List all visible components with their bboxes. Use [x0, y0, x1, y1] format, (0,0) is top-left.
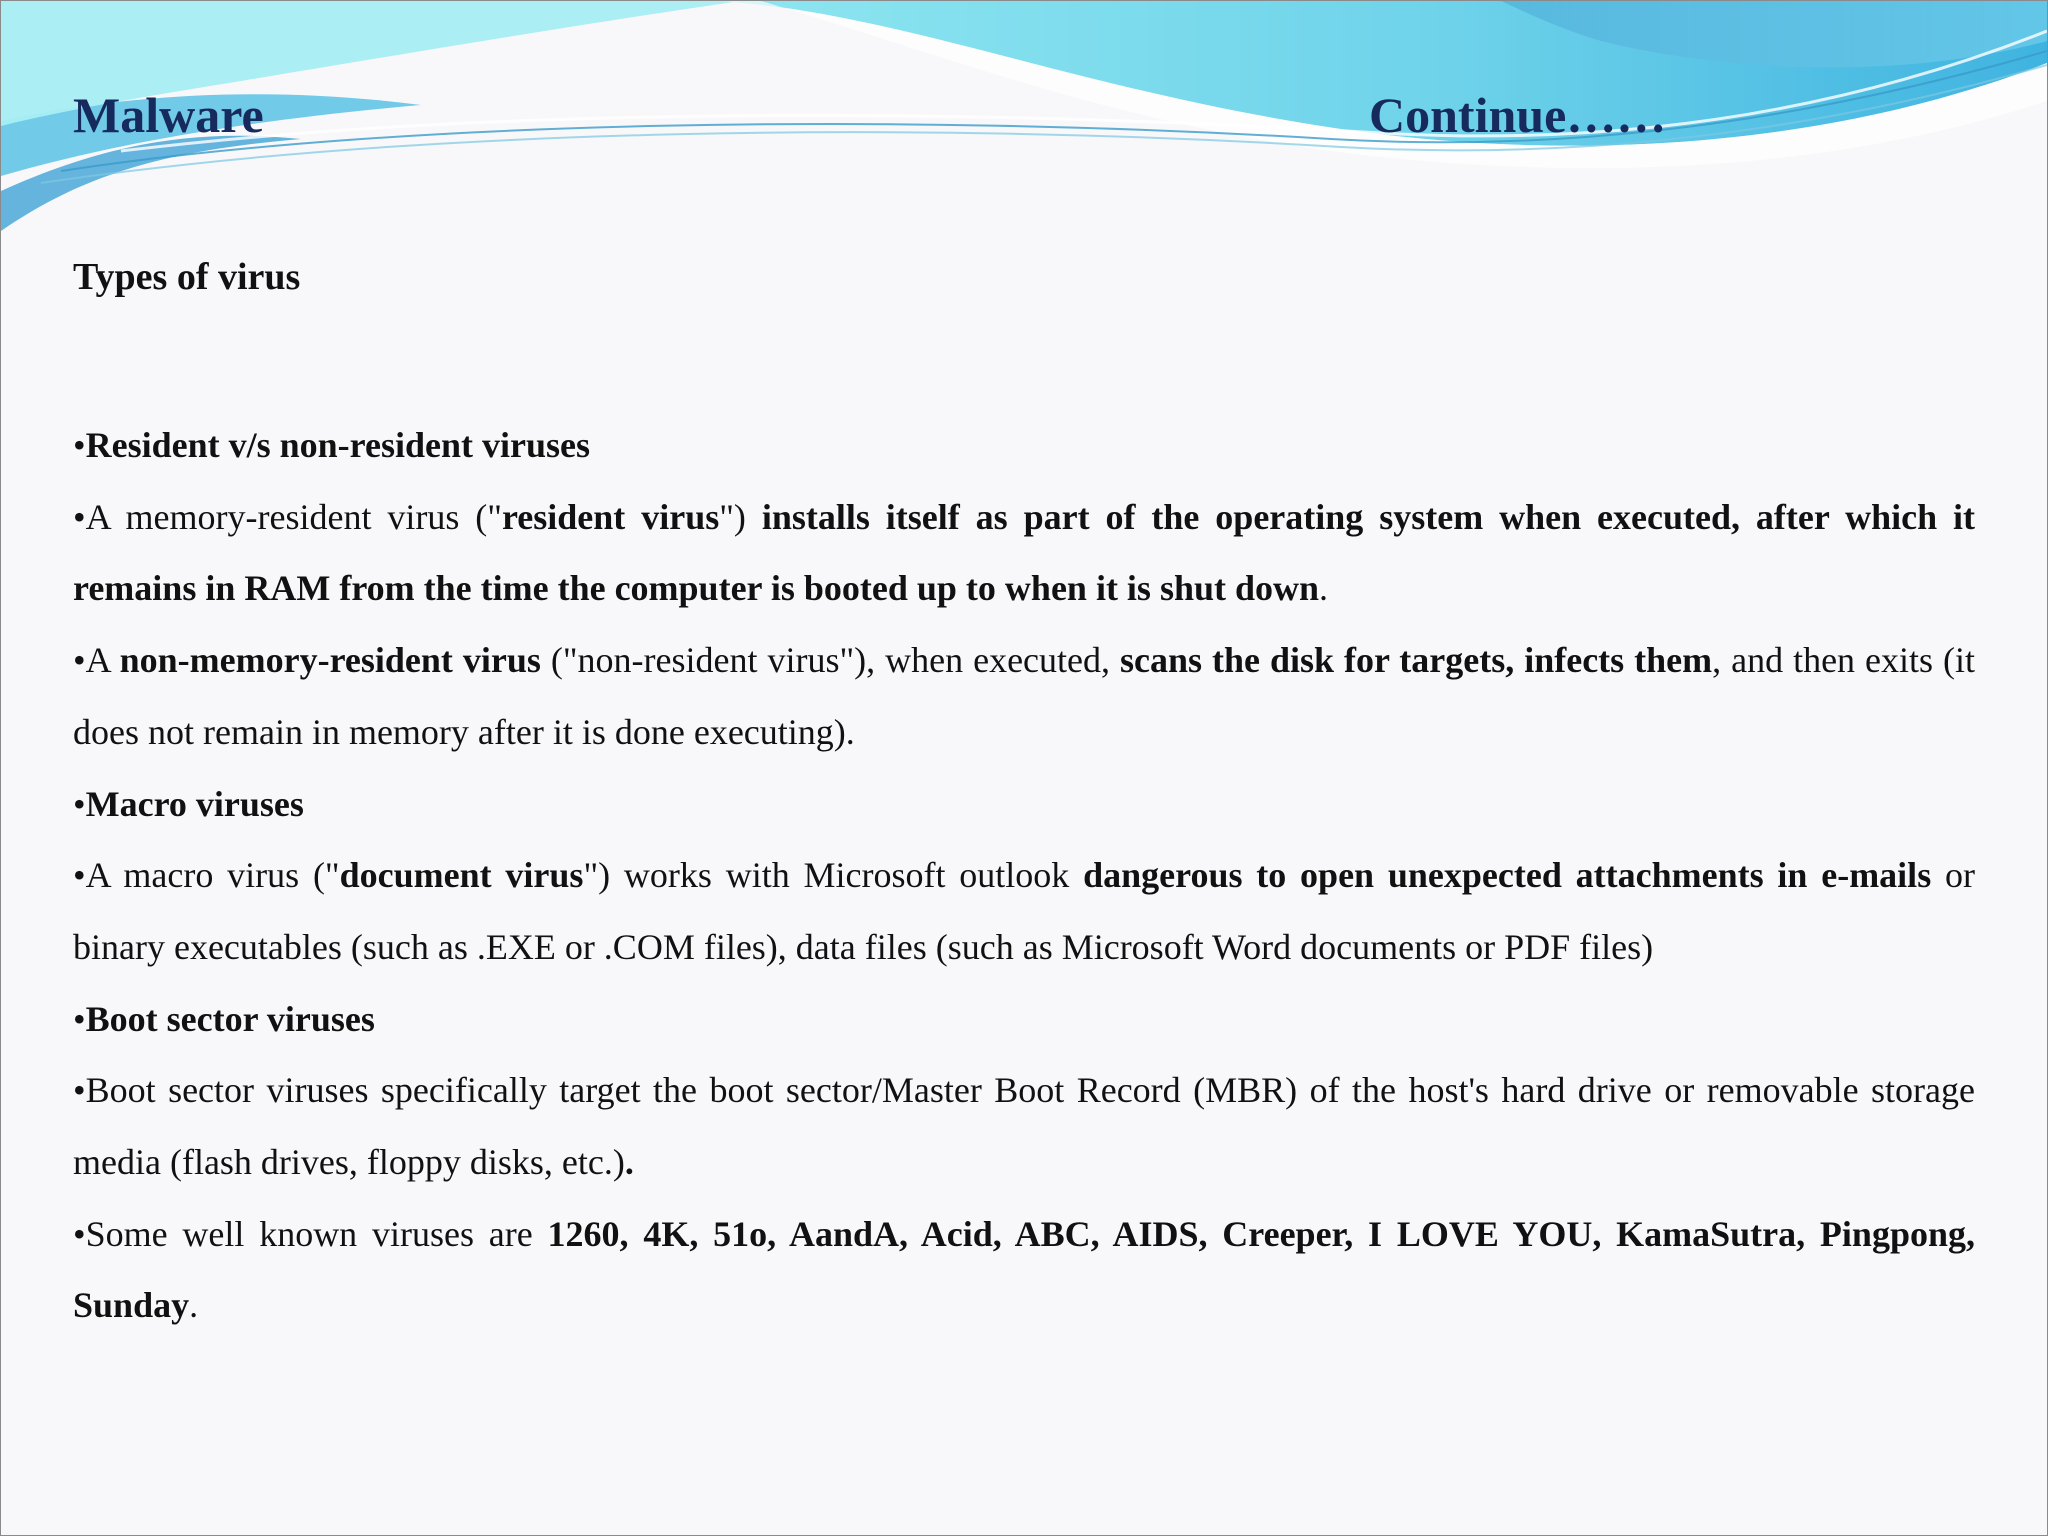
text-run: , and then exits (it does not remain in memory after it is done executing). — [73, 640, 1975, 752]
paragraph-macro-heading — [73, 769, 1975, 841]
text-run: . — [189, 1285, 199, 1326]
text-run: document virus — [339, 855, 584, 896]
paragraph-boot-sector-heading — [73, 984, 1975, 1056]
text-run: ("non-resident virus"), when executed, — [540, 640, 1120, 681]
slide-title: Malware — [73, 87, 264, 143]
text-run: ") — [719, 496, 762, 537]
paragraph-non-resident-description — [73, 625, 1975, 768]
text-run: or binary executables (such as .EXE or .COM files), data files (such as Microsoft Word documents or PDF files) — [73, 855, 1975, 967]
text-run: • — [73, 425, 86, 465]
paragraph-known-viruses-list — [73, 1199, 1975, 1342]
paragraph-macro-description — [73, 840, 1975, 983]
slide-body — [73, 410, 1975, 1342]
text-run: scans the disk for targets, infects them — [1120, 640, 1713, 681]
text-run: Macro viruses — [85, 783, 304, 824]
text-run: • — [73, 998, 86, 1039]
text-run: •A memory-resident virus (" — [73, 496, 502, 537]
paragraph-boot-sector-description — [73, 1055, 1975, 1198]
paragraph-resident-description — [73, 482, 1975, 625]
text-run: 1260, 4K, 51o, AandA, Acid, ABC, AIDS, Creeper, I LOVE YOU, KamaSutra, Pingpong, Sunday — [73, 1213, 1975, 1326]
text-run: •Some well known viruses are — [73, 1213, 548, 1254]
text-run: . — [1319, 568, 1329, 609]
text-run: ") works with Microsoft outlook — [583, 855, 1084, 896]
header-wave-decoration — [1, 1, 2047, 261]
text-run: •A macro virus (" — [73, 855, 340, 896]
text-run: •A — [73, 640, 120, 681]
text-run: Boot sector viruses — [85, 998, 375, 1039]
text-run: • — [73, 783, 86, 824]
text-run: resident virus — [501, 496, 720, 537]
text-run: installs itself as part of the operating system when executed, after which it remains in RAM from the time the computer is booted up to when it is shut down — [73, 496, 1976, 609]
text-run: dangerous to open unexpected attachments in e-mails — [1083, 855, 1932, 896]
section-heading: Types of virus — [73, 256, 301, 298]
text-run: •Boot sector viruses specifically target the boot sector/Master Boot Record (MBR) of the host's hard drive or removable storage media (flash drives, floppy disks, etc.) — [73, 1070, 1975, 1183]
text-run: . — [624, 1142, 634, 1183]
slide-title-continue: Continue…… — [1369, 87, 1667, 143]
text-run: non-memory-resident virus — [119, 640, 541, 681]
paragraph-resident-heading — [73, 410, 1975, 482]
text-run: Resident v/s non-resident viruses — [85, 425, 590, 465]
